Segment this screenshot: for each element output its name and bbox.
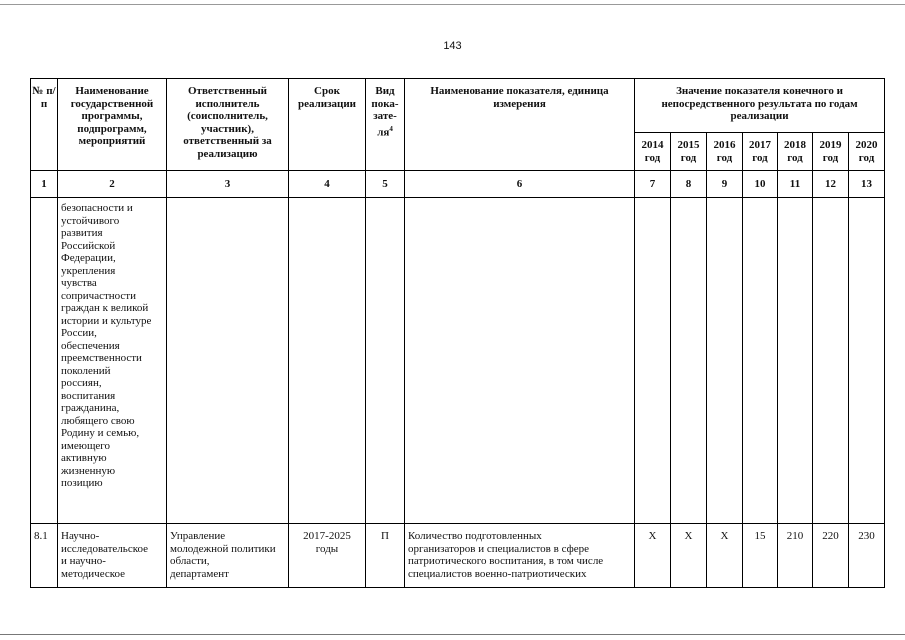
- row-8-1-num: 8.1: [31, 524, 58, 588]
- header-footnote-mark: 4: [389, 124, 393, 133]
- header-year-2020: 2020 год: [849, 133, 885, 171]
- header-num: № п/п: [31, 79, 58, 171]
- colnum-7: 7: [635, 171, 671, 198]
- table-row-8-1: [31, 524, 885, 588]
- colnum-4: 4: [289, 171, 366, 198]
- row-8-1-executor: Управление молодежной политики области, департамент: [167, 524, 289, 588]
- cont-program-name: безопасности и устойчивого развития Российской Федерации, укрепления чувства сопричастности граждан к великой истории и культуре России, обеспечения преемственности поколений россиян, воспитания гражданина, любящего свою Родину и семью, имеющего активную жизненную позицию: [58, 198, 167, 524]
- header-term: Срок реализации: [289, 79, 366, 171]
- cont-v2016: [707, 198, 743, 524]
- header-year-2015: 2015 год: [671, 133, 707, 171]
- row-8-1-term: 2017-2025 годы: [289, 524, 366, 588]
- table-row-continuation: [31, 198, 885, 524]
- colnum-5: 5: [366, 171, 405, 198]
- header-year-2019: 2019 год: [813, 133, 849, 171]
- cont-v2014: [635, 198, 671, 524]
- bottom-rule: [0, 634, 905, 635]
- row-8-1-v2016: Х: [707, 524, 743, 588]
- header-year-2017: 2017 год: [743, 133, 778, 171]
- header-indicator-name: Наименование показателя, единица измерения: [405, 79, 635, 171]
- page-number: 143: [443, 40, 462, 52]
- cont-v2015: [671, 198, 707, 524]
- header-year-2016: 2016 год: [707, 133, 743, 171]
- header-year-2018: 2018 год: [778, 133, 813, 171]
- colnum-11: 11: [778, 171, 813, 198]
- row-8-1-v2015: Х: [671, 524, 707, 588]
- header-indicator-type-text: Вид пока-зате-ля: [371, 85, 399, 139]
- row-8-1-type: П: [366, 524, 405, 588]
- colnum-2: 2: [58, 171, 167, 198]
- header-program-name: Наименование государственной программы, подпрограмм, мероприятий: [58, 79, 167, 171]
- cont-indicator: [405, 198, 635, 524]
- cont-v2020: [849, 198, 885, 524]
- colnum-8: 8: [671, 171, 707, 198]
- colnum-12: 12: [813, 171, 849, 198]
- cont-type: [366, 198, 405, 524]
- row-8-1-name: Научно- исследовательское и научно- методическое: [58, 524, 167, 588]
- row-8-1-indicator: Количество подготовленных организаторов и специалистов в сфере патриотического воспитания, в том числе специалистов военно-патриотических: [405, 524, 635, 588]
- header-year-2014: 2014 год: [635, 133, 671, 171]
- cont-term: [289, 198, 366, 524]
- colnum-6: 6: [405, 171, 635, 198]
- cont-v2019: [813, 198, 849, 524]
- row-8-1-v2014: Х: [635, 524, 671, 588]
- colnum-3: 3: [167, 171, 289, 198]
- row-8-1-v2020: 230: [849, 524, 885, 588]
- row-8-1-v2019: 220: [813, 524, 849, 588]
- row-8-1-v2018: 210: [778, 524, 813, 588]
- header-executor: Ответственный исполнитель (соисполнитель, участник), ответственный за реализацию: [167, 79, 289, 171]
- indicators-table: [30, 78, 885, 588]
- colnum-1: 1: [31, 171, 58, 198]
- cont-v2018: [778, 198, 813, 524]
- row-8-1-v2017: 15: [743, 524, 778, 588]
- cont-num: [31, 198, 58, 524]
- top-border-line: [0, 4, 905, 5]
- header-values-group: Значение показателя конечного и непосредственного результата по годам реализации: [635, 79, 885, 133]
- header-indicator-type: [366, 79, 405, 171]
- cont-v2017: [743, 198, 778, 524]
- cont-executor: [167, 198, 289, 524]
- colnum-10: 10: [743, 171, 778, 198]
- colnum-9: 9: [707, 171, 743, 198]
- colnum-13: 13: [849, 171, 885, 198]
